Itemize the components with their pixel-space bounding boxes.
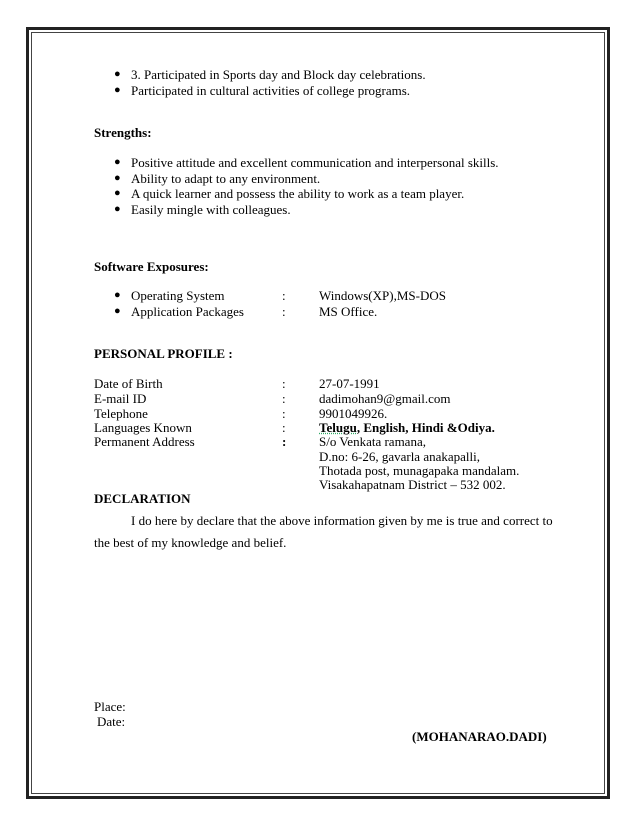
profile-label: Date of Birth [94,376,163,391]
separator: : [282,391,286,406]
strengths-heading: Strengths: [94,125,152,140]
address-line: Visakahapatnam District – 532 002. [319,477,506,492]
profile-label: Telephone [94,406,148,421]
bullet-icon: ● [114,203,121,215]
bullet-icon: ● [114,172,121,184]
software-value: MS Office. [319,304,378,319]
bullet-icon: ● [114,305,121,317]
address-line: Thotada post, munagapaka mandalam. [319,463,520,478]
separator: : [282,376,286,391]
activity-item: 3. Participated in Sports day and Block day celebrations. [131,67,426,82]
telephone-value: 9901049926. [319,406,388,421]
strength-item: Ability to adapt to any environment. [131,171,321,186]
software-label: Application Packages [131,304,244,319]
software-value: Windows(XP),MS-DOS [319,288,446,303]
activity-item: Participated in cultural activities of college programs. [131,83,411,98]
profile-label: E-mail ID [94,391,147,406]
date-label: Date: [97,714,126,729]
separator: : [282,288,286,303]
software-label: Operating System [131,288,225,303]
strength-item: Positive attitude and excellent communication and interpersonal skills. [131,155,499,170]
separator: : [282,406,286,421]
dob-value: 27-07-1991 [319,376,380,391]
separator: : [282,304,286,319]
place-label: Place: [94,699,126,714]
bullet-icon: ● [114,68,121,80]
strength-item: A quick learner and possess the ability to work as a team player. [131,186,465,201]
languages-first: Telugu [319,420,357,435]
declaration-text: the best of my knowledge and belief. [94,535,287,550]
profile-label: Permanent Address [94,434,195,449]
languages-value [319,420,495,435]
profile-heading: PERSONAL PROFILE : [94,346,233,361]
software-heading: Software Exposures: [94,259,209,274]
bullet-icon: ● [114,84,121,96]
strength-item: Easily mingle with colleagues. [131,202,291,217]
declaration-text: I do here by declare that the above information given by me is true and correct to [131,513,553,528]
address-line: D.no: 6-26, gavarla anakapalli, [319,449,480,464]
signature: (MOHANARAO.DADI) [412,729,547,744]
email-value: dadimohan9@gmail.com [319,391,451,406]
separator: : [282,420,286,435]
languages-rest: , English, Hindi &Odiya. [356,420,495,435]
bullet-icon: ● [114,187,121,199]
address-line: S/o Venkata ramana, [319,434,426,449]
separator: : [282,434,287,449]
bullet-icon: ● [114,289,121,301]
profile-label: Languages Known [94,420,192,435]
bullet-icon: ● [114,156,121,168]
declaration-heading: DECLARATION [94,491,191,506]
